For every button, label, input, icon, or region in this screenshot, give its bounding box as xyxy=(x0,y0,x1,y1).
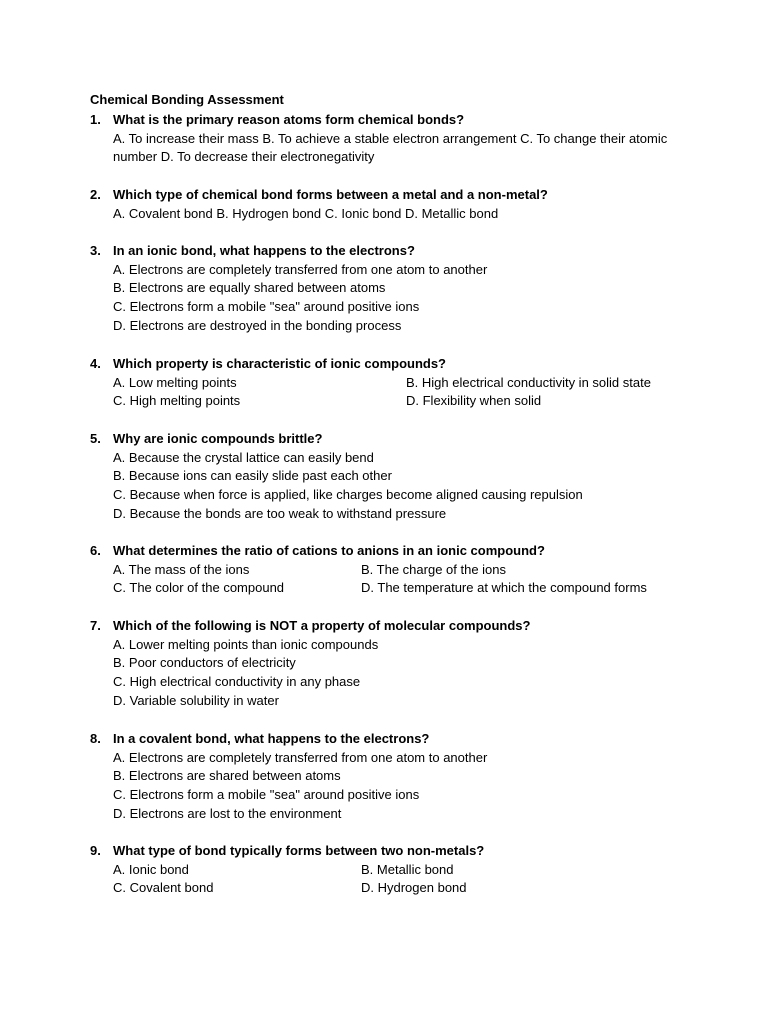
answer-option-c: C. High melting points xyxy=(113,393,241,409)
question-header xyxy=(90,617,690,636)
answer-option-a: A. Lower melting points than ionic compounds xyxy=(113,636,379,652)
question-5 xyxy=(90,430,690,524)
question-header xyxy=(90,111,690,130)
question-3 xyxy=(90,242,690,336)
question-number: 1. xyxy=(90,112,101,127)
answer-option-d: D. Variable solubility in water xyxy=(113,692,279,708)
question-text: Why are ionic compounds brittle? xyxy=(113,431,323,446)
question-text: In a covalent bond, what happens to the electrons? xyxy=(113,731,430,746)
question-text: What determines the ratio of cations to anions in an ionic compound? xyxy=(113,543,545,558)
answer-list xyxy=(90,130,690,167)
question-header xyxy=(90,430,690,449)
question-text: Which property is characteristic of ionic compounds? xyxy=(113,356,446,371)
answer-option-a: A. The mass of the ions xyxy=(113,561,250,577)
question-number: 5. xyxy=(90,431,101,446)
answer-option-a: A. Electrons are completely transferred from one atom to another xyxy=(113,749,488,765)
answer-list xyxy=(90,749,690,824)
answer-option-b: B. Poor conductors of electricity xyxy=(113,655,296,671)
answer-option-b: B. Because ions can easily slide past each other xyxy=(113,468,392,484)
question-9 xyxy=(90,842,690,898)
question-number: 9. xyxy=(90,843,101,858)
answer-option-b: B. The charge of the ions xyxy=(361,561,507,577)
question-number: 3. xyxy=(90,243,101,258)
answer-options-inline: A. To increase their mass B. To achieve a stable electron arrangement C. To change their atomic number D. To decrease their electronegativity xyxy=(113,130,668,165)
answer-option-b: B. Electrons are shared between atoms xyxy=(113,768,341,784)
question-number: 8. xyxy=(90,731,101,746)
answer-option-c: C. Covalent bond xyxy=(113,880,214,896)
answer-option-c: C. Electrons form a mobile "sea" around positive ions xyxy=(113,787,420,803)
question-text: Which of the following is NOT a property of molecular compounds? xyxy=(113,618,531,633)
answer-options-inline: A. Covalent bond B. Hydrogen bond C. Ionic bond D. Metallic bond xyxy=(113,205,499,221)
document-title: Chemical Bonding Assessment xyxy=(90,92,284,107)
question-2 xyxy=(90,186,690,223)
question-text: In an ionic bond, what happens to the electrons? xyxy=(113,243,415,258)
question-7 xyxy=(90,617,690,711)
question-text: What type of bond typically forms between two non-metals? xyxy=(113,843,485,858)
answer-option-c: C. The color of the compound xyxy=(113,580,285,596)
answer-option-b: B. Metallic bond xyxy=(361,861,454,877)
answer-list xyxy=(90,861,690,898)
answer-option-c: C. Electrons form a mobile "sea" around positive ions xyxy=(113,299,420,315)
answer-option-a: A. Electrons are completely transferred from one atom to another xyxy=(113,261,488,277)
answer-option-d: D. Because the bonds are too weak to withstand pressure xyxy=(113,505,447,521)
question-header xyxy=(90,842,690,861)
question-header xyxy=(90,355,690,374)
question-text: What is the primary reason atoms form chemical bonds? xyxy=(113,112,465,127)
answer-option-a: A. Ionic bond xyxy=(113,861,189,877)
question-header xyxy=(90,542,690,561)
answer-option-a: A. Low melting points xyxy=(113,374,237,390)
answer-list xyxy=(90,205,690,224)
answer-option-b: B. High electrical conductivity in solid state xyxy=(406,374,651,390)
answer-list xyxy=(90,636,690,711)
question-header xyxy=(90,242,690,261)
answer-list xyxy=(90,449,690,524)
answer-option-c: C. High electrical conductivity in any phase xyxy=(113,674,361,690)
answer-option-d: D. Flexibility when solid xyxy=(406,393,542,409)
answer-option-c: C. Because when force is applied, like charges become aligned causing repulsion xyxy=(113,487,583,503)
question-6 xyxy=(90,542,690,598)
question-number: 2. xyxy=(90,187,101,202)
question-text: Which type of chemical bond forms between a metal and a non-metal? xyxy=(113,187,548,202)
question-number: 6. xyxy=(90,543,101,558)
answer-option-b: B. Electrons are equally shared between atoms xyxy=(113,280,386,296)
answer-option-d: D. Electrons are destroyed in the bonding process xyxy=(113,317,402,333)
answer-option-d: D. The temperature at which the compound forms xyxy=(361,580,647,596)
question-number: 4. xyxy=(90,356,101,371)
question-1 xyxy=(90,111,690,167)
answer-option-d: D. Electrons are lost to the environment xyxy=(113,805,342,821)
answer-option-a: A. Because the crystal lattice can easily bend xyxy=(113,449,374,465)
question-header xyxy=(90,730,690,749)
answer-list xyxy=(90,374,690,411)
answer-list xyxy=(90,261,690,336)
question-header xyxy=(90,186,690,205)
question-4 xyxy=(90,355,690,411)
answer-option-d: D. Hydrogen bond xyxy=(361,880,467,896)
question-number: 7. xyxy=(90,618,101,633)
answer-list xyxy=(90,561,690,598)
question-8 xyxy=(90,730,690,824)
